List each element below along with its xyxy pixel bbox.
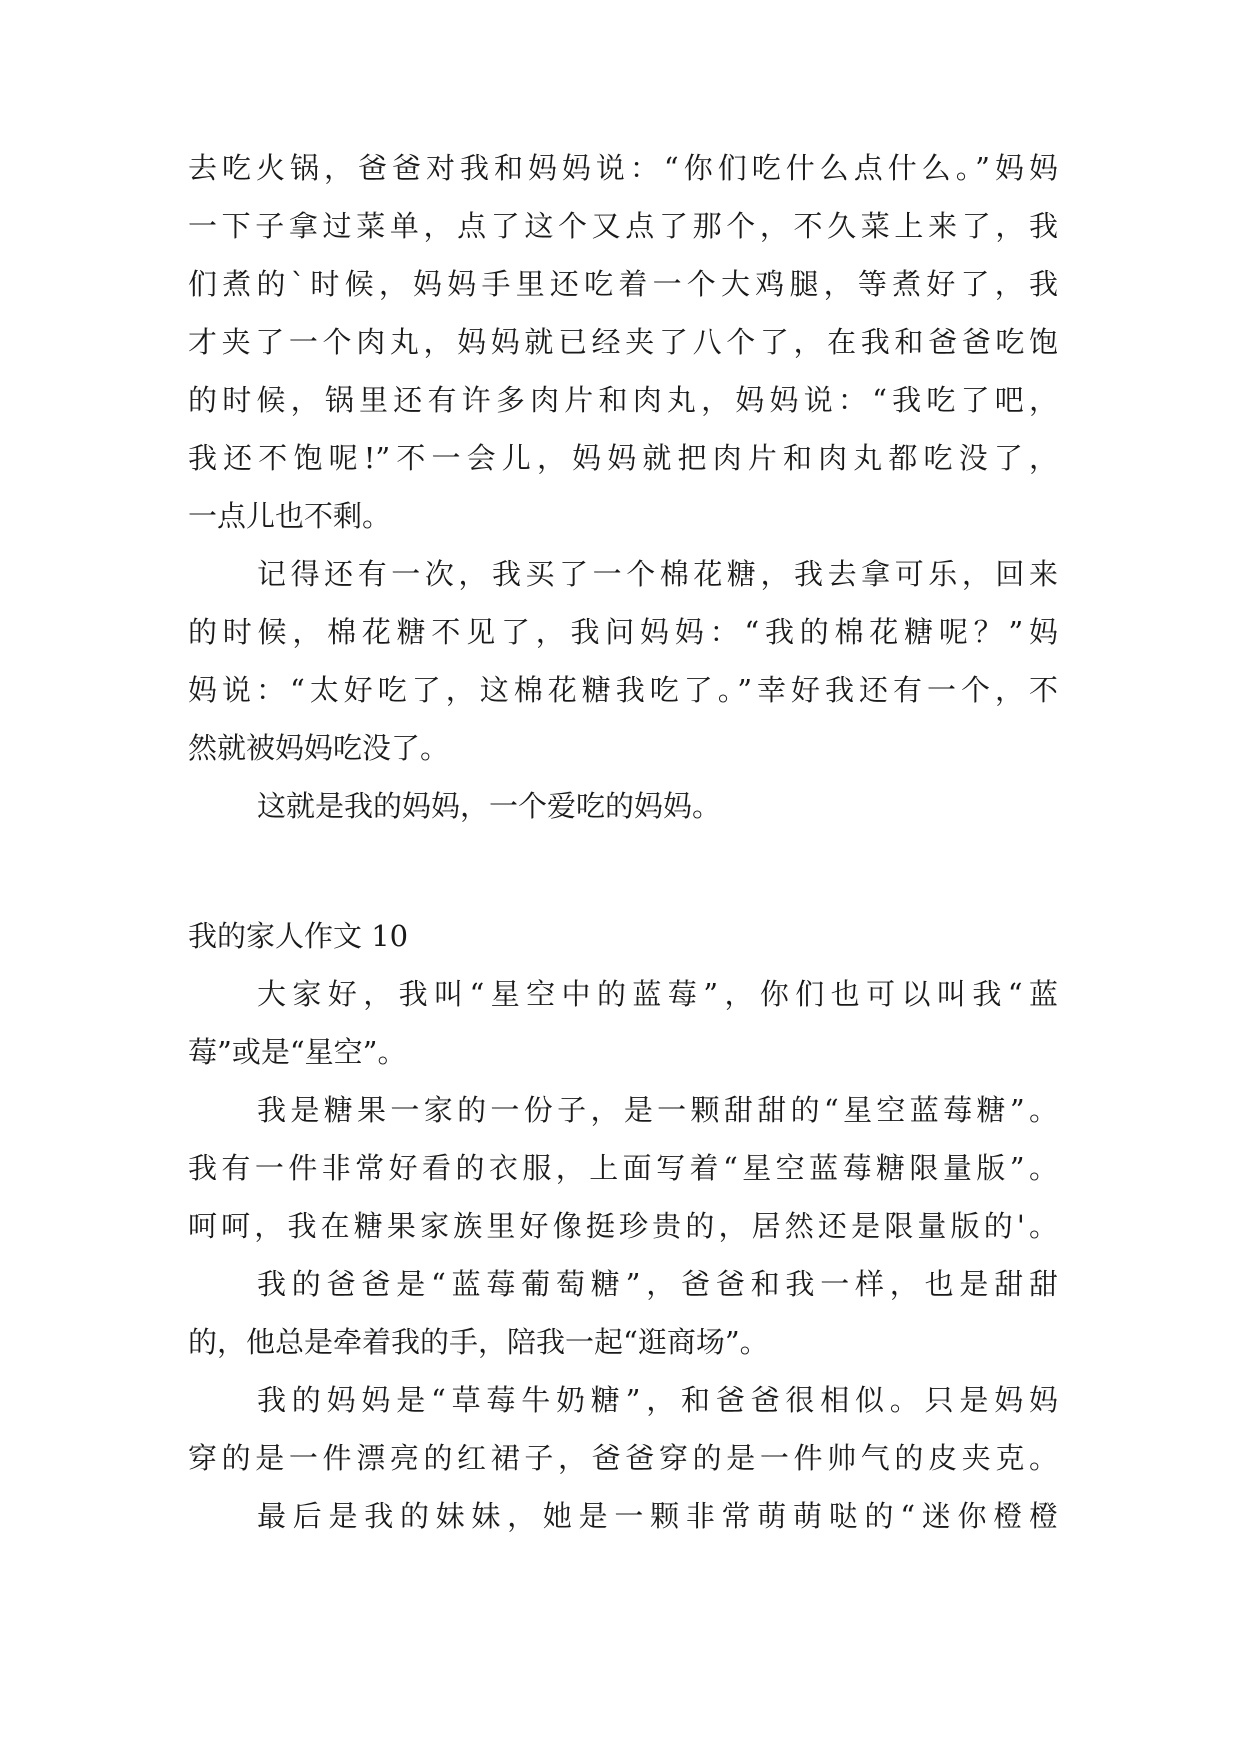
paragraph-line: 呵呵，我在糖果家族里好像挺珍贵的，居然还是限量版的'。 <box>188 1209 1058 1243</box>
paragraph-line: 的，他总是牵着我的手，陪我一起“逛商场”。 <box>188 1325 769 1359</box>
paragraph-line: 穿的是一件漂亮的红裙子，爸爸穿的是一件帅气的皮夹克。 <box>188 1441 1058 1475</box>
paragraph-line: 然就被妈妈吃没了。 <box>188 731 450 765</box>
essay-title: 我的家人作文 10 <box>188 919 409 953</box>
paragraph-line: 我有一件非常好看的衣服，上面写着“星空蓝莓糖限量版”。 <box>188 1151 1058 1185</box>
paragraph-line: 最后是我的妹妹，她是一颗非常萌萌哒的“迷你橙橙 <box>257 1499 1058 1533</box>
paragraph-line: 一下子拿过菜单，点了这个又点了那个，不久菜上来了，我 <box>188 209 1058 243</box>
paragraph-line: 我的妈妈是“草莓牛奶糖”，和爸爸很相似。只是妈妈 <box>257 1383 1058 1417</box>
paragraph-line: 去吃火锅，爸爸对我和妈妈说：“你们吃什么点什么。”妈妈 <box>188 151 1058 185</box>
paragraph-line: 我是糖果一家的一份子，是一颗甜甜的“星空蓝莓糖”。 <box>257 1093 1058 1127</box>
paragraph-line: 们煮的`时候，妈妈手里还吃着一个大鸡腿，等煮好了，我 <box>188 267 1058 301</box>
paragraph-line: 的时候，棉花糖不见了，我问妈妈：“我的棉花糖呢？”妈 <box>188 615 1058 649</box>
paragraph-line: 大家好，我叫“星空中的蓝莓”，你们也可以叫我“蓝 <box>257 977 1058 1011</box>
paragraph-line: 一点儿也不剩。 <box>188 499 392 533</box>
paragraph-line: 我还不饱呢!”不一会儿，妈妈就把肉片和肉丸都吃没了， <box>188 441 1058 475</box>
paragraph-line: 我的爸爸是“蓝莓葡萄糖”，爸爸和我一样，也是甜甜 <box>257 1267 1058 1301</box>
paragraph-line: 记得还有一次，我买了一个棉花糖，我去拿可乐，回来 <box>257 557 1058 591</box>
paragraph-line: 妈说：“太好吃了，这棉花糖我吃了。”幸好我还有一个，不 <box>188 673 1058 707</box>
paragraph-line: 的时候，锅里还有许多肉片和肉丸，妈妈说：“我吃了吧， <box>188 383 1058 417</box>
paragraph-line: 这就是我的妈妈，一个爱吃的妈妈。 <box>257 789 722 823</box>
paragraph-line: 莓”或是“星空”。 <box>188 1035 407 1069</box>
paragraph-line: 才夹了一个肉丸，妈妈就已经夹了八个了，在我和爸爸吃饱 <box>188 325 1058 359</box>
